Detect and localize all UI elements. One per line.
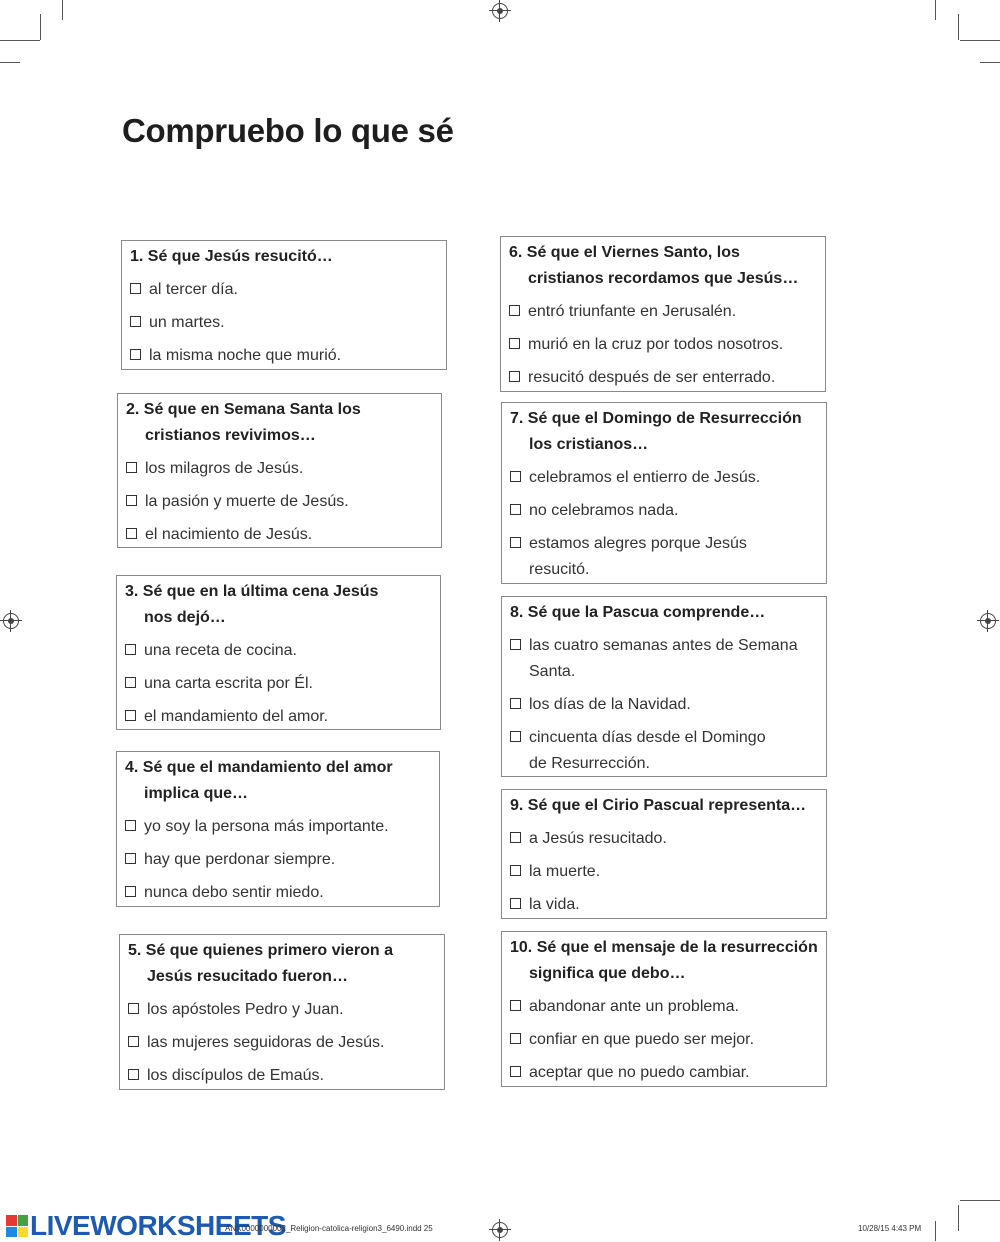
answer-option[interactable]: cincuenta días desde el Domingo de Resurrección. bbox=[510, 725, 818, 777]
checkbox[interactable] bbox=[130, 349, 141, 360]
answer-option[interactable]: abandonar ante un problema. bbox=[510, 994, 818, 1020]
answer-option[interactable]: la pasión y muerte de Jesús. bbox=[126, 489, 433, 515]
answer-option[interactable]: a Jesús resucitado. bbox=[510, 826, 818, 852]
crop-mark bbox=[0, 62, 20, 63]
crop-mark bbox=[980, 62, 1000, 63]
answer-option[interactable]: las cuatro semanas antes de Semana Santa. bbox=[510, 633, 818, 685]
answer-option[interactable]: un martes. bbox=[130, 310, 438, 336]
checkbox[interactable] bbox=[130, 283, 141, 294]
registration-mark-icon bbox=[980, 613, 996, 629]
answer-option[interactable]: los milagros de Jesús. bbox=[126, 456, 433, 482]
answer-option[interactable]: los discípulos de Emaús. bbox=[128, 1063, 436, 1089]
answer-option[interactable]: confiar en que puedo ser mejor. bbox=[510, 1027, 818, 1053]
checkbox[interactable] bbox=[128, 1069, 139, 1080]
answer-option[interactable]: resucitó después de ser enterrado. bbox=[509, 365, 817, 391]
checkbox[interactable] bbox=[509, 371, 520, 382]
checkbox[interactable] bbox=[126, 462, 137, 473]
checkbox[interactable] bbox=[510, 1066, 521, 1077]
answer-option[interactable]: la muerte. bbox=[510, 859, 818, 885]
crop-mark bbox=[935, 1221, 936, 1241]
checkbox[interactable] bbox=[510, 537, 521, 548]
answer-option[interactable]: una carta escrita por Él. bbox=[125, 671, 432, 697]
question-box-7 bbox=[501, 402, 827, 584]
question-box-2 bbox=[117, 393, 442, 548]
checkbox[interactable] bbox=[510, 731, 521, 742]
crop-mark bbox=[958, 14, 959, 40]
checkbox[interactable] bbox=[128, 1003, 139, 1014]
question-text: 1. Sé que Jesús resucitó… bbox=[130, 248, 333, 265]
answer-option[interactable]: nunca debo sentir miedo. bbox=[125, 880, 431, 906]
answer-option[interactable]: no celebramos nada. bbox=[510, 498, 818, 524]
crop-mark bbox=[960, 40, 1000, 41]
registration-mark-icon bbox=[492, 3, 508, 19]
print-file-name: ANX0000000002_Religion-catolica-religion3_6490.indd 25 bbox=[225, 1224, 433, 1233]
logo-text: LIVEWORKSHEETS bbox=[30, 1210, 286, 1241]
answer-option[interactable]: estamos alegres porque Jesús resucitó. bbox=[510, 531, 818, 583]
question-box-5 bbox=[119, 934, 445, 1090]
checkbox[interactable] bbox=[130, 316, 141, 327]
checkbox[interactable] bbox=[125, 886, 136, 897]
answer-option[interactable]: las mujeres seguidoras de Jesús. bbox=[128, 1030, 436, 1056]
answer-option[interactable]: el nacimiento de Jesús. bbox=[126, 522, 433, 548]
checkbox[interactable] bbox=[510, 1033, 521, 1044]
crop-mark bbox=[958, 1205, 959, 1231]
answer-option[interactable]: la vida. bbox=[510, 892, 818, 918]
answer-option[interactable]: murió en la cruz por todos nosotros. bbox=[509, 332, 817, 358]
checkbox[interactable] bbox=[509, 305, 520, 316]
question-text: 8. Sé que la Pascua comprende… bbox=[510, 604, 766, 621]
question-text: 6. Sé que el Viernes Santo, los cristianos recordamos que Jesús… bbox=[509, 244, 799, 287]
question-text: 10. Sé que el mensaje de la resurrección significa que debo… bbox=[510, 939, 818, 982]
crop-mark bbox=[935, 0, 936, 20]
checkbox[interactable] bbox=[510, 898, 521, 909]
question-box-1 bbox=[121, 240, 447, 370]
checkbox[interactable] bbox=[510, 698, 521, 709]
question-box-9 bbox=[501, 789, 827, 919]
question-box-10 bbox=[501, 931, 827, 1087]
crop-mark bbox=[62, 0, 63, 20]
print-date-time: 10/28/15 4:43 PM bbox=[858, 1224, 922, 1233]
checkbox[interactable] bbox=[125, 677, 136, 688]
checkbox[interactable] bbox=[126, 495, 137, 506]
answer-option[interactable]: aceptar que no puedo cambiar. bbox=[510, 1060, 818, 1086]
checkbox[interactable] bbox=[510, 832, 521, 843]
checkbox[interactable] bbox=[510, 639, 521, 650]
checkbox[interactable] bbox=[125, 644, 136, 655]
answer-option[interactable]: yo soy la persona más importante. bbox=[125, 814, 431, 840]
question-box-4 bbox=[116, 751, 440, 907]
answer-option[interactable]: celebramos el entierro de Jesús. bbox=[510, 465, 818, 491]
checkbox[interactable] bbox=[126, 528, 137, 539]
question-box-8 bbox=[501, 596, 827, 777]
question-text: 3. Sé que en la última cena Jesús nos dejó… bbox=[125, 583, 379, 626]
answer-option[interactable]: el mandamiento del amor. bbox=[125, 704, 432, 730]
answer-option[interactable]: entró triunfante en Jerusalén. bbox=[509, 299, 817, 325]
answer-option[interactable]: una receta de cocina. bbox=[125, 638, 432, 664]
checkbox[interactable] bbox=[125, 853, 136, 864]
checkbox[interactable] bbox=[510, 471, 521, 482]
page-title: Compruebo lo que sé bbox=[122, 112, 454, 149]
crop-mark bbox=[0, 40, 40, 41]
crop-mark bbox=[40, 14, 41, 40]
registration-mark-icon bbox=[492, 1222, 508, 1238]
checkbox[interactable] bbox=[125, 710, 136, 721]
question-text: 4. Sé que el mandamiento del amor implica que… bbox=[125, 759, 393, 802]
checkbox[interactable] bbox=[509, 338, 520, 349]
question-box-6 bbox=[500, 236, 826, 392]
question-text: 7. Sé que el Domingo de Resurrección los cristianos… bbox=[510, 410, 802, 453]
checkbox[interactable] bbox=[125, 820, 136, 831]
question-text: 9. Sé que el Cirio Pascual representa… bbox=[510, 797, 807, 814]
crop-mark bbox=[960, 1200, 1000, 1201]
answer-option[interactable]: los días de la Navidad. bbox=[510, 692, 818, 718]
checkbox[interactable] bbox=[510, 865, 521, 876]
registration-mark-icon bbox=[3, 613, 19, 629]
logo-grid-icon bbox=[6, 1215, 28, 1237]
question-text: 5. Sé que quienes primero vieron a Jesús resucitado fueron… bbox=[128, 942, 393, 985]
answer-option[interactable]: al tercer día. bbox=[130, 277, 438, 303]
checkbox[interactable] bbox=[128, 1036, 139, 1047]
question-box-3 bbox=[116, 575, 441, 730]
checkbox[interactable] bbox=[510, 504, 521, 515]
checkbox[interactable] bbox=[510, 1000, 521, 1011]
answer-option[interactable]: la misma noche que murió. bbox=[130, 343, 438, 369]
question-text: 2. Sé que en Semana Santa los cristianos revivimos… bbox=[126, 401, 361, 444]
answer-option[interactable]: hay que perdonar siempre. bbox=[125, 847, 431, 873]
answer-option[interactable]: los apóstoles Pedro y Juan. bbox=[128, 997, 436, 1023]
